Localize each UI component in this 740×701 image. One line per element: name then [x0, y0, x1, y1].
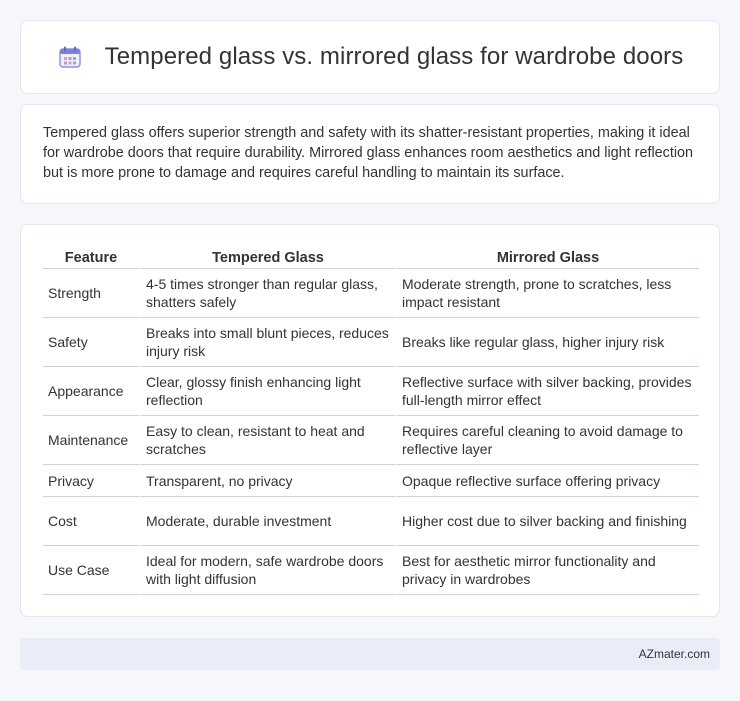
comparison-table — [43, 245, 699, 595]
tempered-cell: Breaks into small blunt pieces, reduces injury risk — [139, 318, 395, 367]
mirrored-cell: Breaks like regular glass, higher injury risk — [395, 318, 699, 367]
table-row — [43, 318, 699, 367]
table-row — [43, 465, 699, 497]
tempered-cell: Ideal for modern, safe wardrobe doors with light diffusion — [139, 546, 395, 595]
feature-cell: Privacy — [43, 465, 139, 497]
table-row — [43, 546, 699, 595]
comparison-table-card — [20, 224, 720, 617]
feature-cell: Strength — [43, 269, 139, 318]
calendar-icon — [57, 44, 83, 70]
header-mirrored-glass: Mirrored Glass — [395, 245, 699, 269]
table-row — [43, 367, 699, 416]
footer — [20, 638, 720, 670]
mirrored-cell: Moderate strength, prone to scratches, less impact resistant — [395, 269, 699, 318]
mirrored-cell: Requires careful cleaning to avoid damage to reflective layer — [395, 416, 699, 465]
mirrored-cell: Higher cost due to silver backing and finishing — [395, 497, 699, 546]
page-title: Tempered glass vs. mirrored glass for wardrobe doors — [104, 43, 684, 70]
feature-cell: Maintenance — [43, 416, 139, 465]
feature-cell: Appearance — [43, 367, 139, 416]
table-row — [43, 269, 699, 318]
summary-text: Tempered glass offers superior strength and safety with its shatter-resistant properties, making it ideal for wardrobe doors that require durability. Mirrored glass enhances room aesthetics and light reflection but is more prone to damage and requires careful handling to maintain its surface. — [43, 125, 694, 181]
tempered-cell: 4-5 times stronger than regular glass, shatters safely — [139, 269, 395, 318]
tempered-cell: Easy to clean, resistant to heat and scratches — [139, 416, 395, 465]
table-header-row — [43, 245, 699, 269]
tempered-cell: Clear, glossy finish enhancing light reflection — [139, 367, 395, 416]
summary-card — [20, 104, 720, 204]
feature-cell: Safety — [43, 318, 139, 367]
mirrored-cell: Reflective surface with silver backing, provides full-length mirror effect — [395, 367, 699, 416]
footer-brand-link[interactable]: AZmater.com — [638, 647, 710, 661]
tempered-cell: Transparent, no privacy — [139, 465, 395, 497]
mirrored-cell: Opaque reflective surface offering privacy — [395, 465, 699, 497]
tempered-cell: Moderate, durable investment — [139, 497, 395, 546]
mirrored-cell: Best for aesthetic mirror functionality and privacy in wardrobes — [395, 546, 699, 595]
header-tempered-glass: Tempered Glass — [139, 245, 395, 269]
table-row — [43, 497, 699, 546]
table-row — [43, 416, 699, 465]
feature-cell: Cost — [43, 497, 139, 546]
title-card — [20, 20, 720, 94]
header-feature: Feature — [43, 245, 139, 269]
feature-cell: Use Case — [43, 546, 139, 595]
